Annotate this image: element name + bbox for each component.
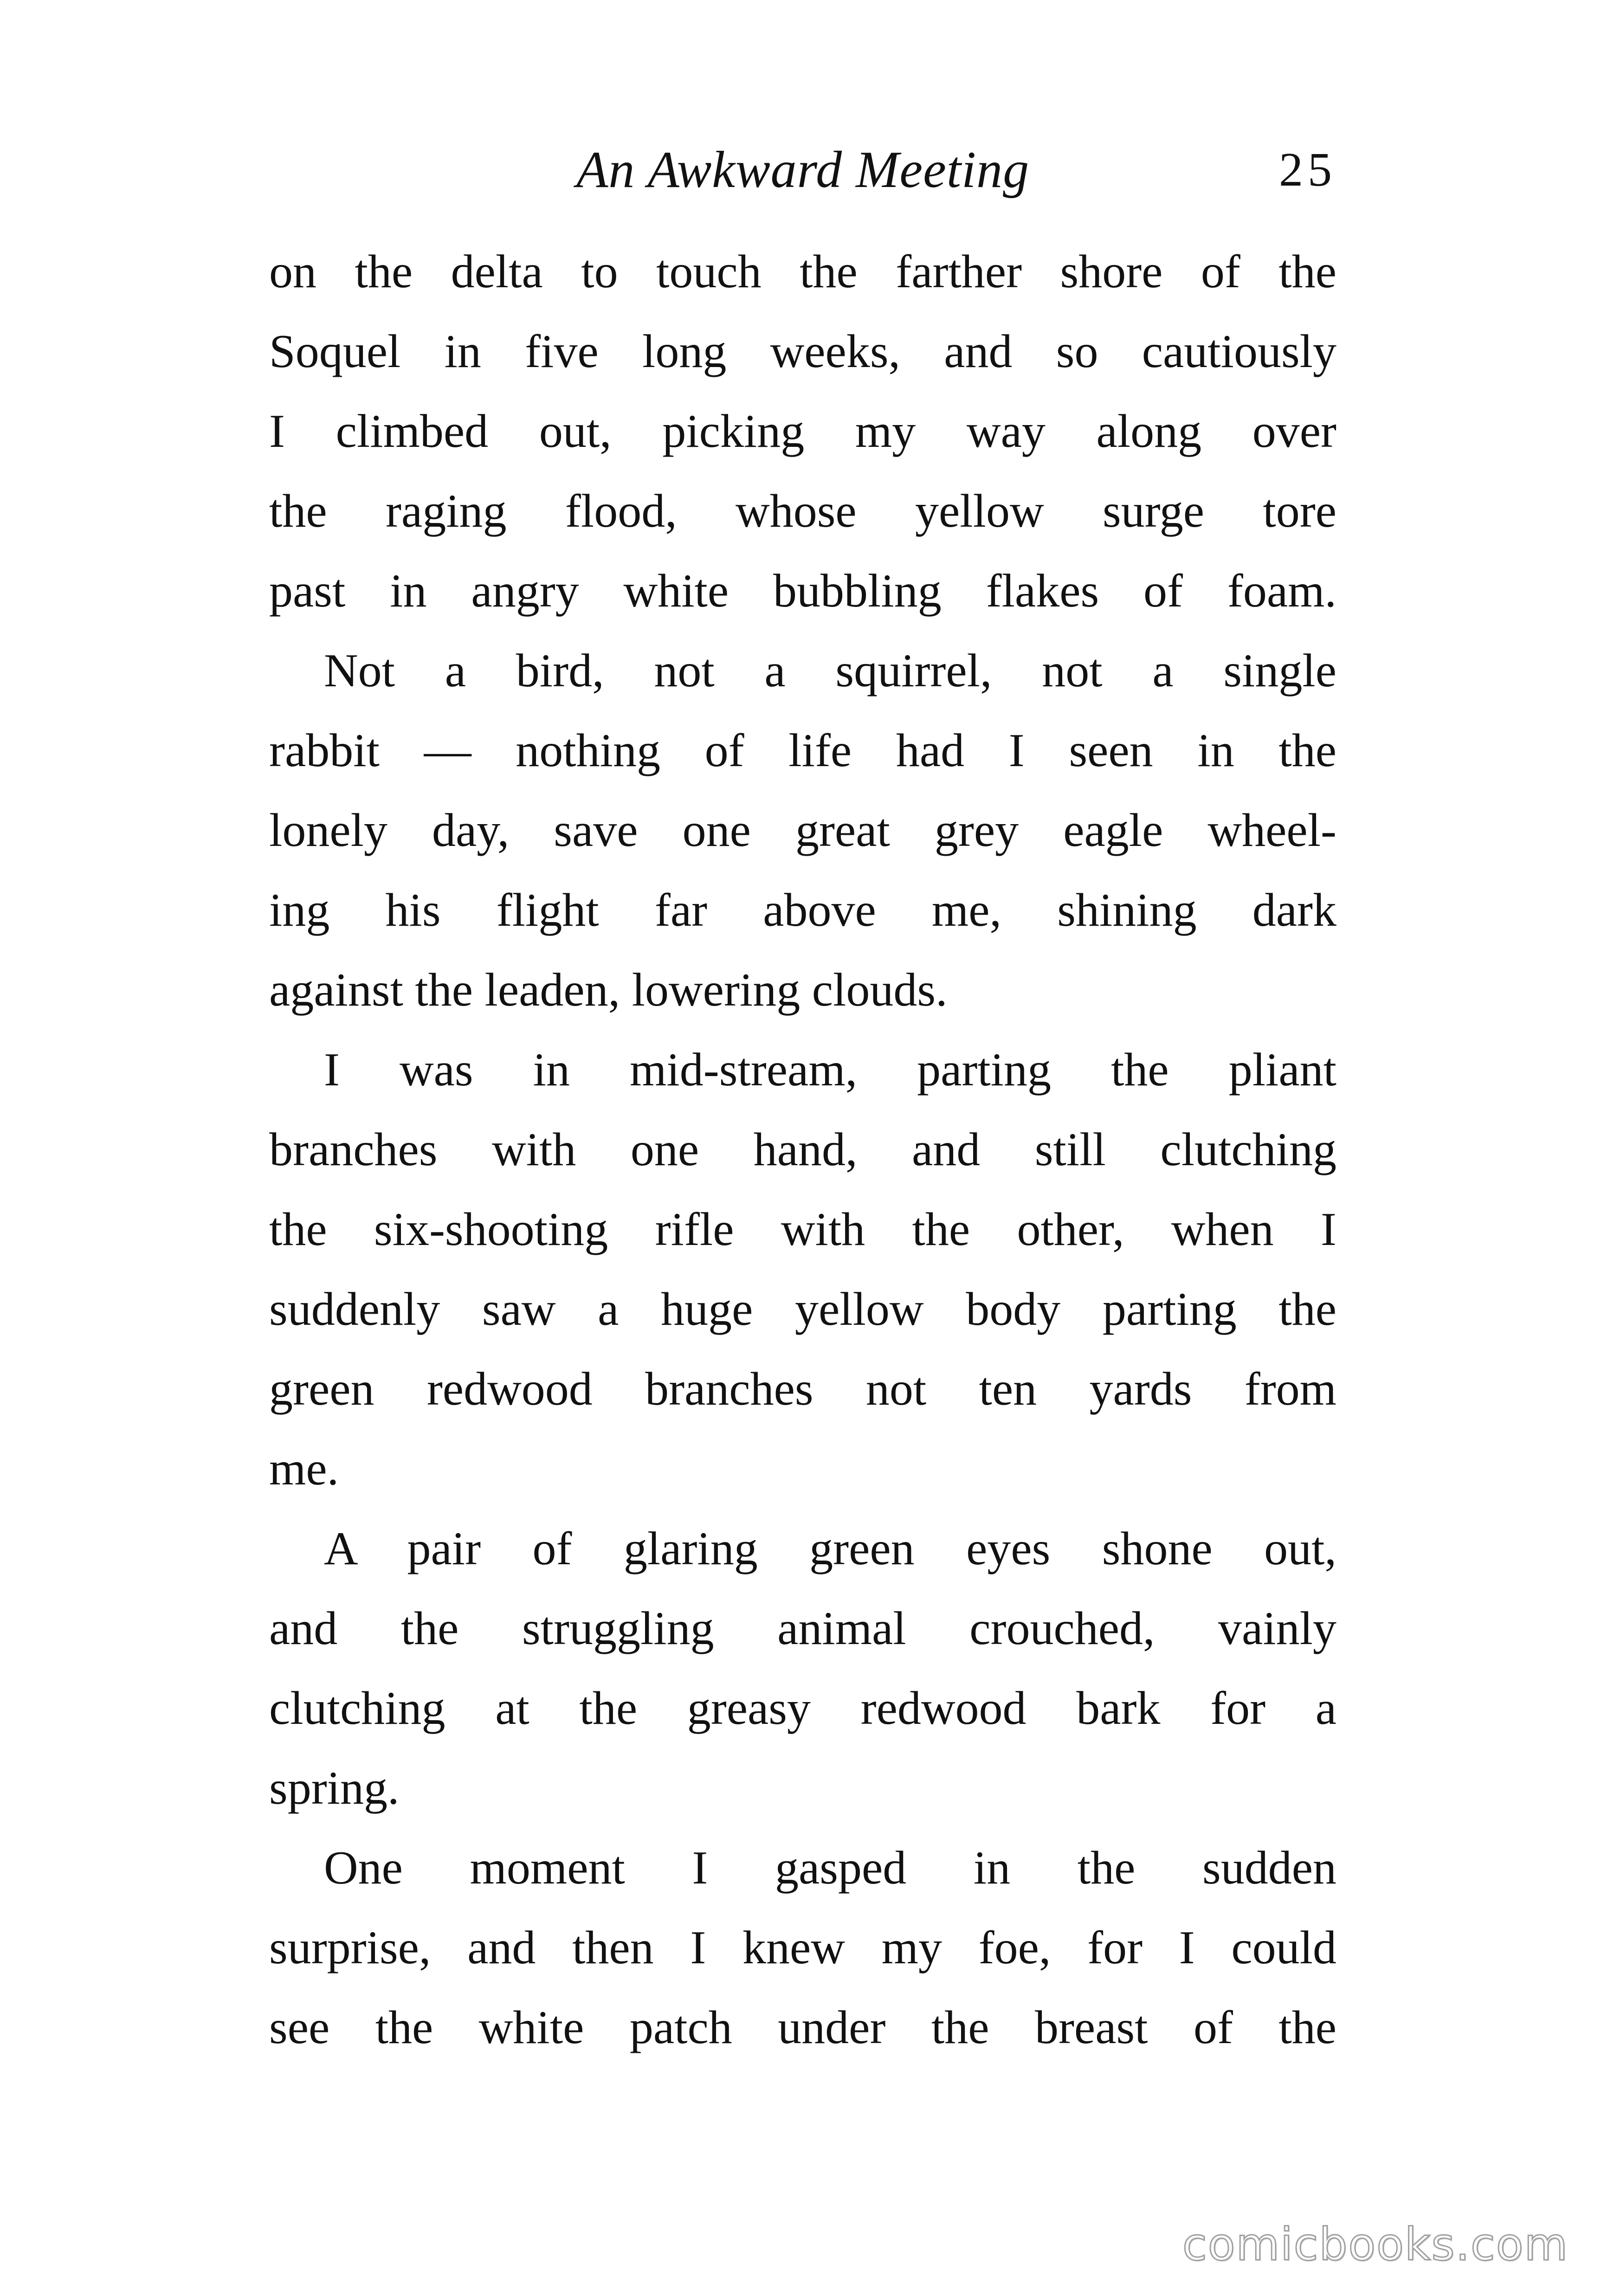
paragraph (269, 1828, 1336, 2068)
paragraph-continued (269, 232, 1336, 631)
paragraph (269, 1509, 1336, 1828)
text-line: ing his flight far above me, shining dark (269, 884, 1336, 936)
running-head (269, 133, 1336, 207)
page-number: 25 (1279, 143, 1336, 196)
text-line: suddenly saw a huge yellow body parting the (269, 1283, 1336, 1335)
text-line: see the white patch under the breast of the (269, 2001, 1336, 2054)
text-line: I was in mid-stream, parting the pliant (324, 1044, 1336, 1096)
text-line: the raging flood, whose yellow surge tore (269, 485, 1336, 537)
text-line: Not a bird, not a squirrel, not a single (324, 645, 1336, 697)
text-line: the six-shooting rifle with the other, when I (269, 1203, 1336, 1256)
paragraph (269, 1030, 1336, 1509)
text-line: lonely day, save one great grey eagle wheel- (269, 804, 1336, 857)
text-line: on the delta to touch the farther shore of the (269, 245, 1336, 298)
text-line: A pair of glaring green eyes shone out, (324, 1522, 1336, 1575)
text-line: me. (269, 1443, 339, 1495)
text-line: branches with one hand, and still clutching (269, 1123, 1336, 1176)
text-line: rabbit — nothing of life had I seen in the (269, 724, 1336, 777)
text-line: clutching at the greasy redwood bark for a (269, 1682, 1336, 1735)
chapter-title: An Awkward Meeting (576, 141, 1030, 199)
paragraph (269, 631, 1336, 1030)
text-line: I climbed out, picking my way along over (269, 405, 1336, 458)
text-line: surprise, and then I knew my foe, for I could (269, 1922, 1336, 1974)
text-line: past in angry white bubbling flakes of foam. (269, 565, 1336, 617)
text-line: spring. (269, 1762, 400, 1814)
text-line: green redwood branches not ten yards from (269, 1363, 1336, 1415)
body-text (269, 232, 1336, 2068)
text-line: Soquel in five long weeks, and so cautiously (269, 325, 1336, 378)
text-line: and the struggling animal crouched, vainly (269, 1602, 1336, 1655)
text-line: against the leaden, lowering clouds. (269, 964, 948, 1016)
watermark: comicbooks.com (1182, 2219, 1569, 2270)
text-line: One moment I gasped in the sudden (324, 1842, 1336, 1894)
